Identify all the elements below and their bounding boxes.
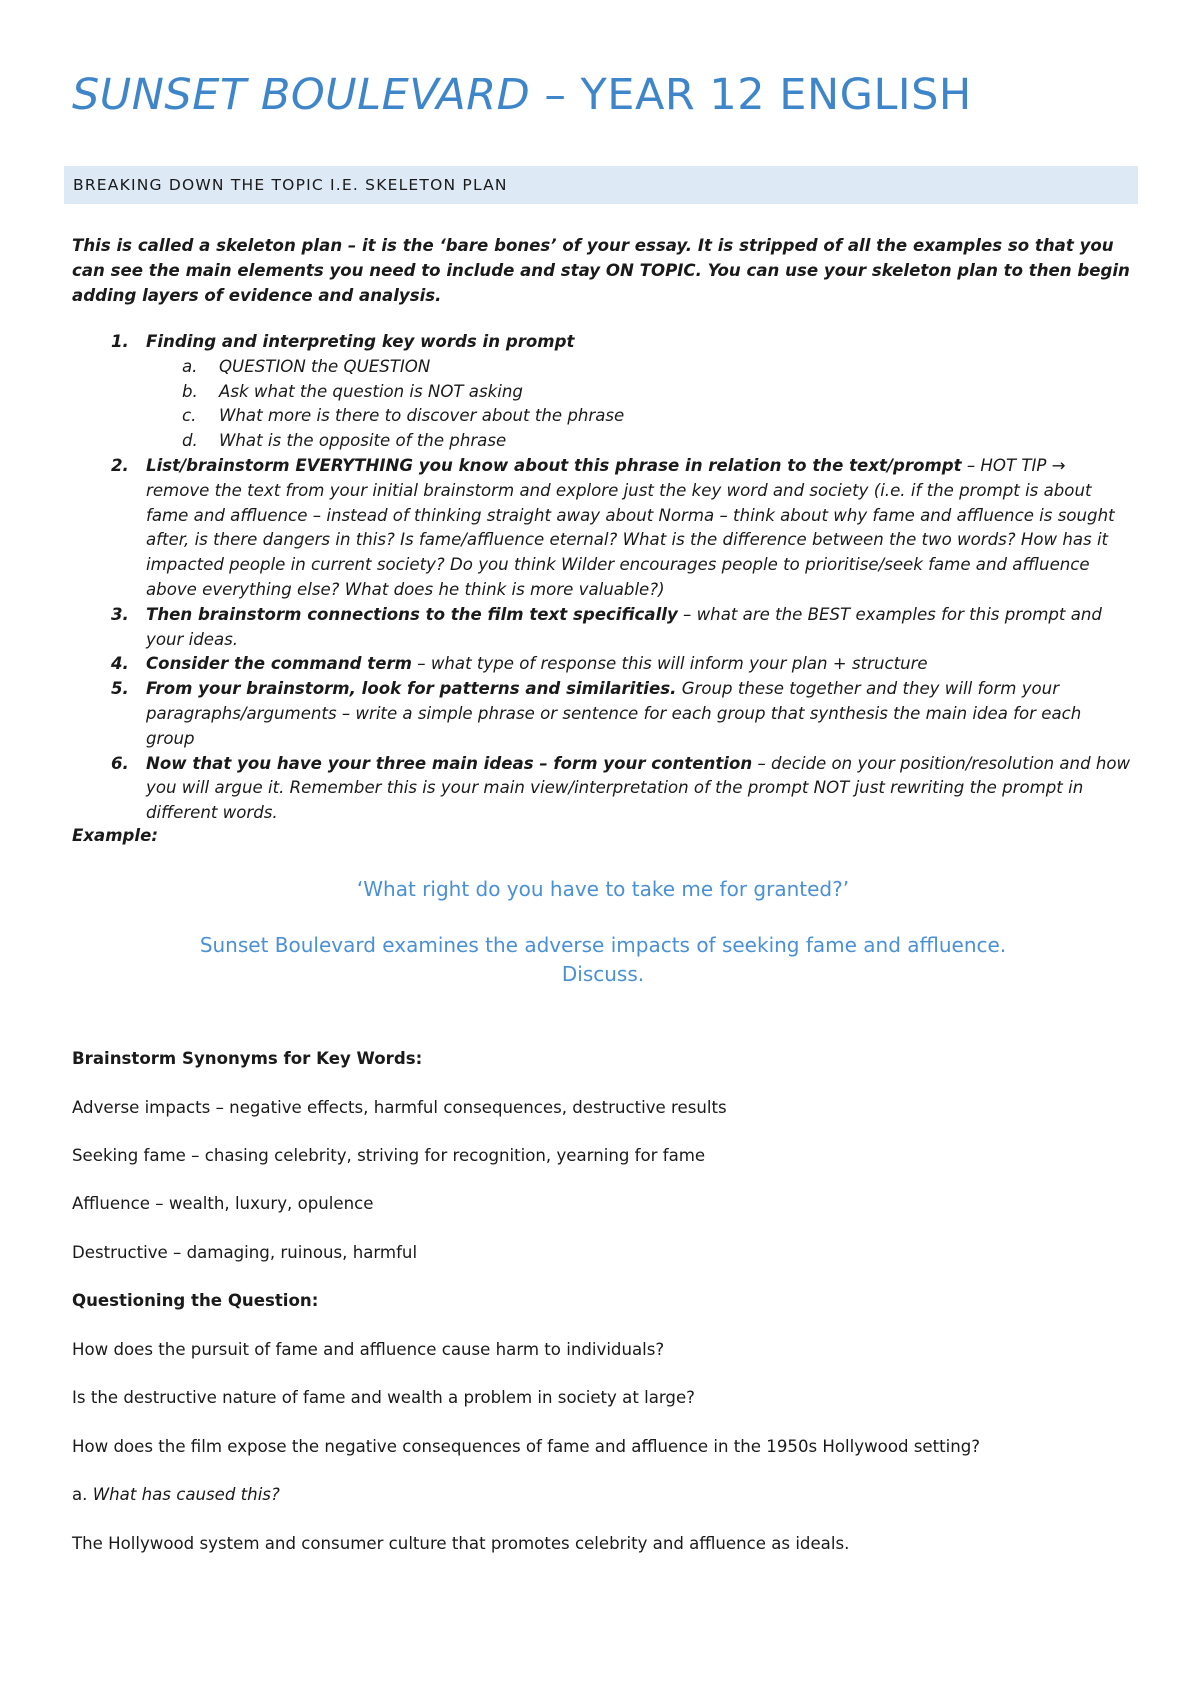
answer-line: The Hollywood system and consumer culture that promotes celebrity and affluence as ideals. (72, 1534, 850, 1553)
substep-text: What is the opposite of the phrase (219, 431, 507, 451)
example-prompt (72, 931, 1134, 989)
example-prompt-line: Sunset Boulevard examines the adverse impacts of seeking fame and affluence. (199, 933, 1007, 957)
step-item (72, 652, 1134, 677)
substep-text: Ask what the question is NOT asking (219, 381, 523, 401)
substep-item (146, 404, 1134, 429)
section-heading: BREAKING DOWN THE TOPIC I.E. SKELETON PLAN (64, 166, 1138, 204)
step-heading: Then brainstorm connections to the film text specifically (146, 604, 678, 624)
intro-paragraph: This is called a skeleton plan – it is the ‘bare bones’ of your essay. It is stripped of all the examples so that you can see the main elements you need to include and stay ON TOPIC. You can use your skeleton plan to then begin adding layers of evidence and analysis. (72, 236, 1130, 305)
synonym-line: Adverse impacts – negative effects, harmful consequences, destructive results (72, 1098, 727, 1117)
question-line: Is the destructive nature of fame and wealth a problem in society at large? (72, 1388, 695, 1407)
question-line: How does the pursuit of fame and affluence cause harm to individuals? (72, 1340, 665, 1359)
step-text: – what are the BEST examples for this prompt and your ideas. (146, 604, 1102, 649)
step-number: 4. (111, 654, 129, 674)
step-item (72, 603, 1134, 653)
question-line: How does the film expose the negative consequences of fame and affluence in the 1950s Hollywood setting? (72, 1437, 981, 1456)
page-title-film: SUNSET BOULEVARD (72, 70, 531, 120)
substep-letter: b. (182, 381, 198, 401)
step-heading: Finding and interpreting key words in prompt (146, 332, 575, 351)
synonym-line: Destructive – damaging, ruinous, harmful (72, 1243, 418, 1262)
step-heading: From your brainstorm, look for patterns and similarities. (146, 679, 677, 699)
synonym-line: Seeking fame – chasing celebrity, striving for recognition, yearning for fame (72, 1146, 706, 1165)
step-heading: Consider the command term (146, 654, 412, 674)
step-heading: List/brainstorm EVERYTHING you know about this phrase in relation to the text/prompt (146, 455, 962, 475)
step-text: – decide on your position/resolution and how you will argue it. Remember this is your main view/interpretation of the prompt NOT just rewriting the prompt in different words. (146, 753, 1131, 823)
substep-item (146, 429, 1134, 454)
step-item (72, 330, 1134, 454)
step-number: 3. (111, 604, 129, 624)
step-number: 5. (111, 679, 129, 699)
page-title-course: – YEAR 12 ENGLISH (530, 70, 972, 120)
brainstorm-heading: Brainstorm Synonyms for Key Words: (72, 1049, 423, 1068)
substep-text: What more is there to discover about the phrase (219, 406, 625, 426)
step-text: – what type of response this will inform your plan + structure (411, 654, 928, 674)
substep-letter: d. (182, 431, 198, 451)
step-heading: Now that you have your three main ideas – form your contention (146, 753, 753, 773)
substep-item (146, 380, 1134, 405)
step-item (72, 677, 1134, 751)
step-number: 2. (111, 455, 129, 475)
step-number: 6. (111, 753, 129, 773)
step-text: Group these together and they will form your paragraphs/arguments – write a simple phrase or sentence for each group that synthesis the main idea for each group (146, 679, 1082, 748)
questioning-heading: Questioning the Question: (72, 1291, 319, 1310)
example-prompt-discuss: Discuss. (561, 962, 645, 986)
substep-letter: a. (182, 356, 198, 376)
substep-text: QUESTION the QUESTION (219, 356, 431, 376)
step-number: 1. (111, 332, 129, 351)
substep-letter: c. (182, 406, 197, 426)
step-item (72, 752, 1134, 826)
sub-question-text: What has caused this? (87, 1485, 280, 1504)
steps-list (72, 330, 1134, 826)
step-text: – HOT TIP → remove the text from your initial brainstorm and explore just the key word and society (i.e. if the prompt is about fame and affluence – instead of thinking straight away about Norma – think about why fame and affluence is sought after, is there dangers in this? Is fame/affluence eternal? What is the difference between the two words? How has it impacted people in current society? Do you think Wilder encourages people to prioritise/seek fame and affluence above everything else? What does he think is more valuable?) (146, 455, 1115, 599)
example-label: Example: (72, 826, 158, 845)
synonym-line: Affluence – wealth, luxury, opulence (72, 1194, 374, 1213)
sub-question-letter: a. (72, 1485, 88, 1504)
example-quote: ‘What right do you have to take me for granted?’ (356, 877, 850, 901)
step-item (72, 454, 1134, 603)
page-title (72, 70, 972, 120)
substep-item (146, 355, 1134, 380)
sub-question (72, 1485, 280, 1504)
substeps-list (146, 355, 1134, 454)
